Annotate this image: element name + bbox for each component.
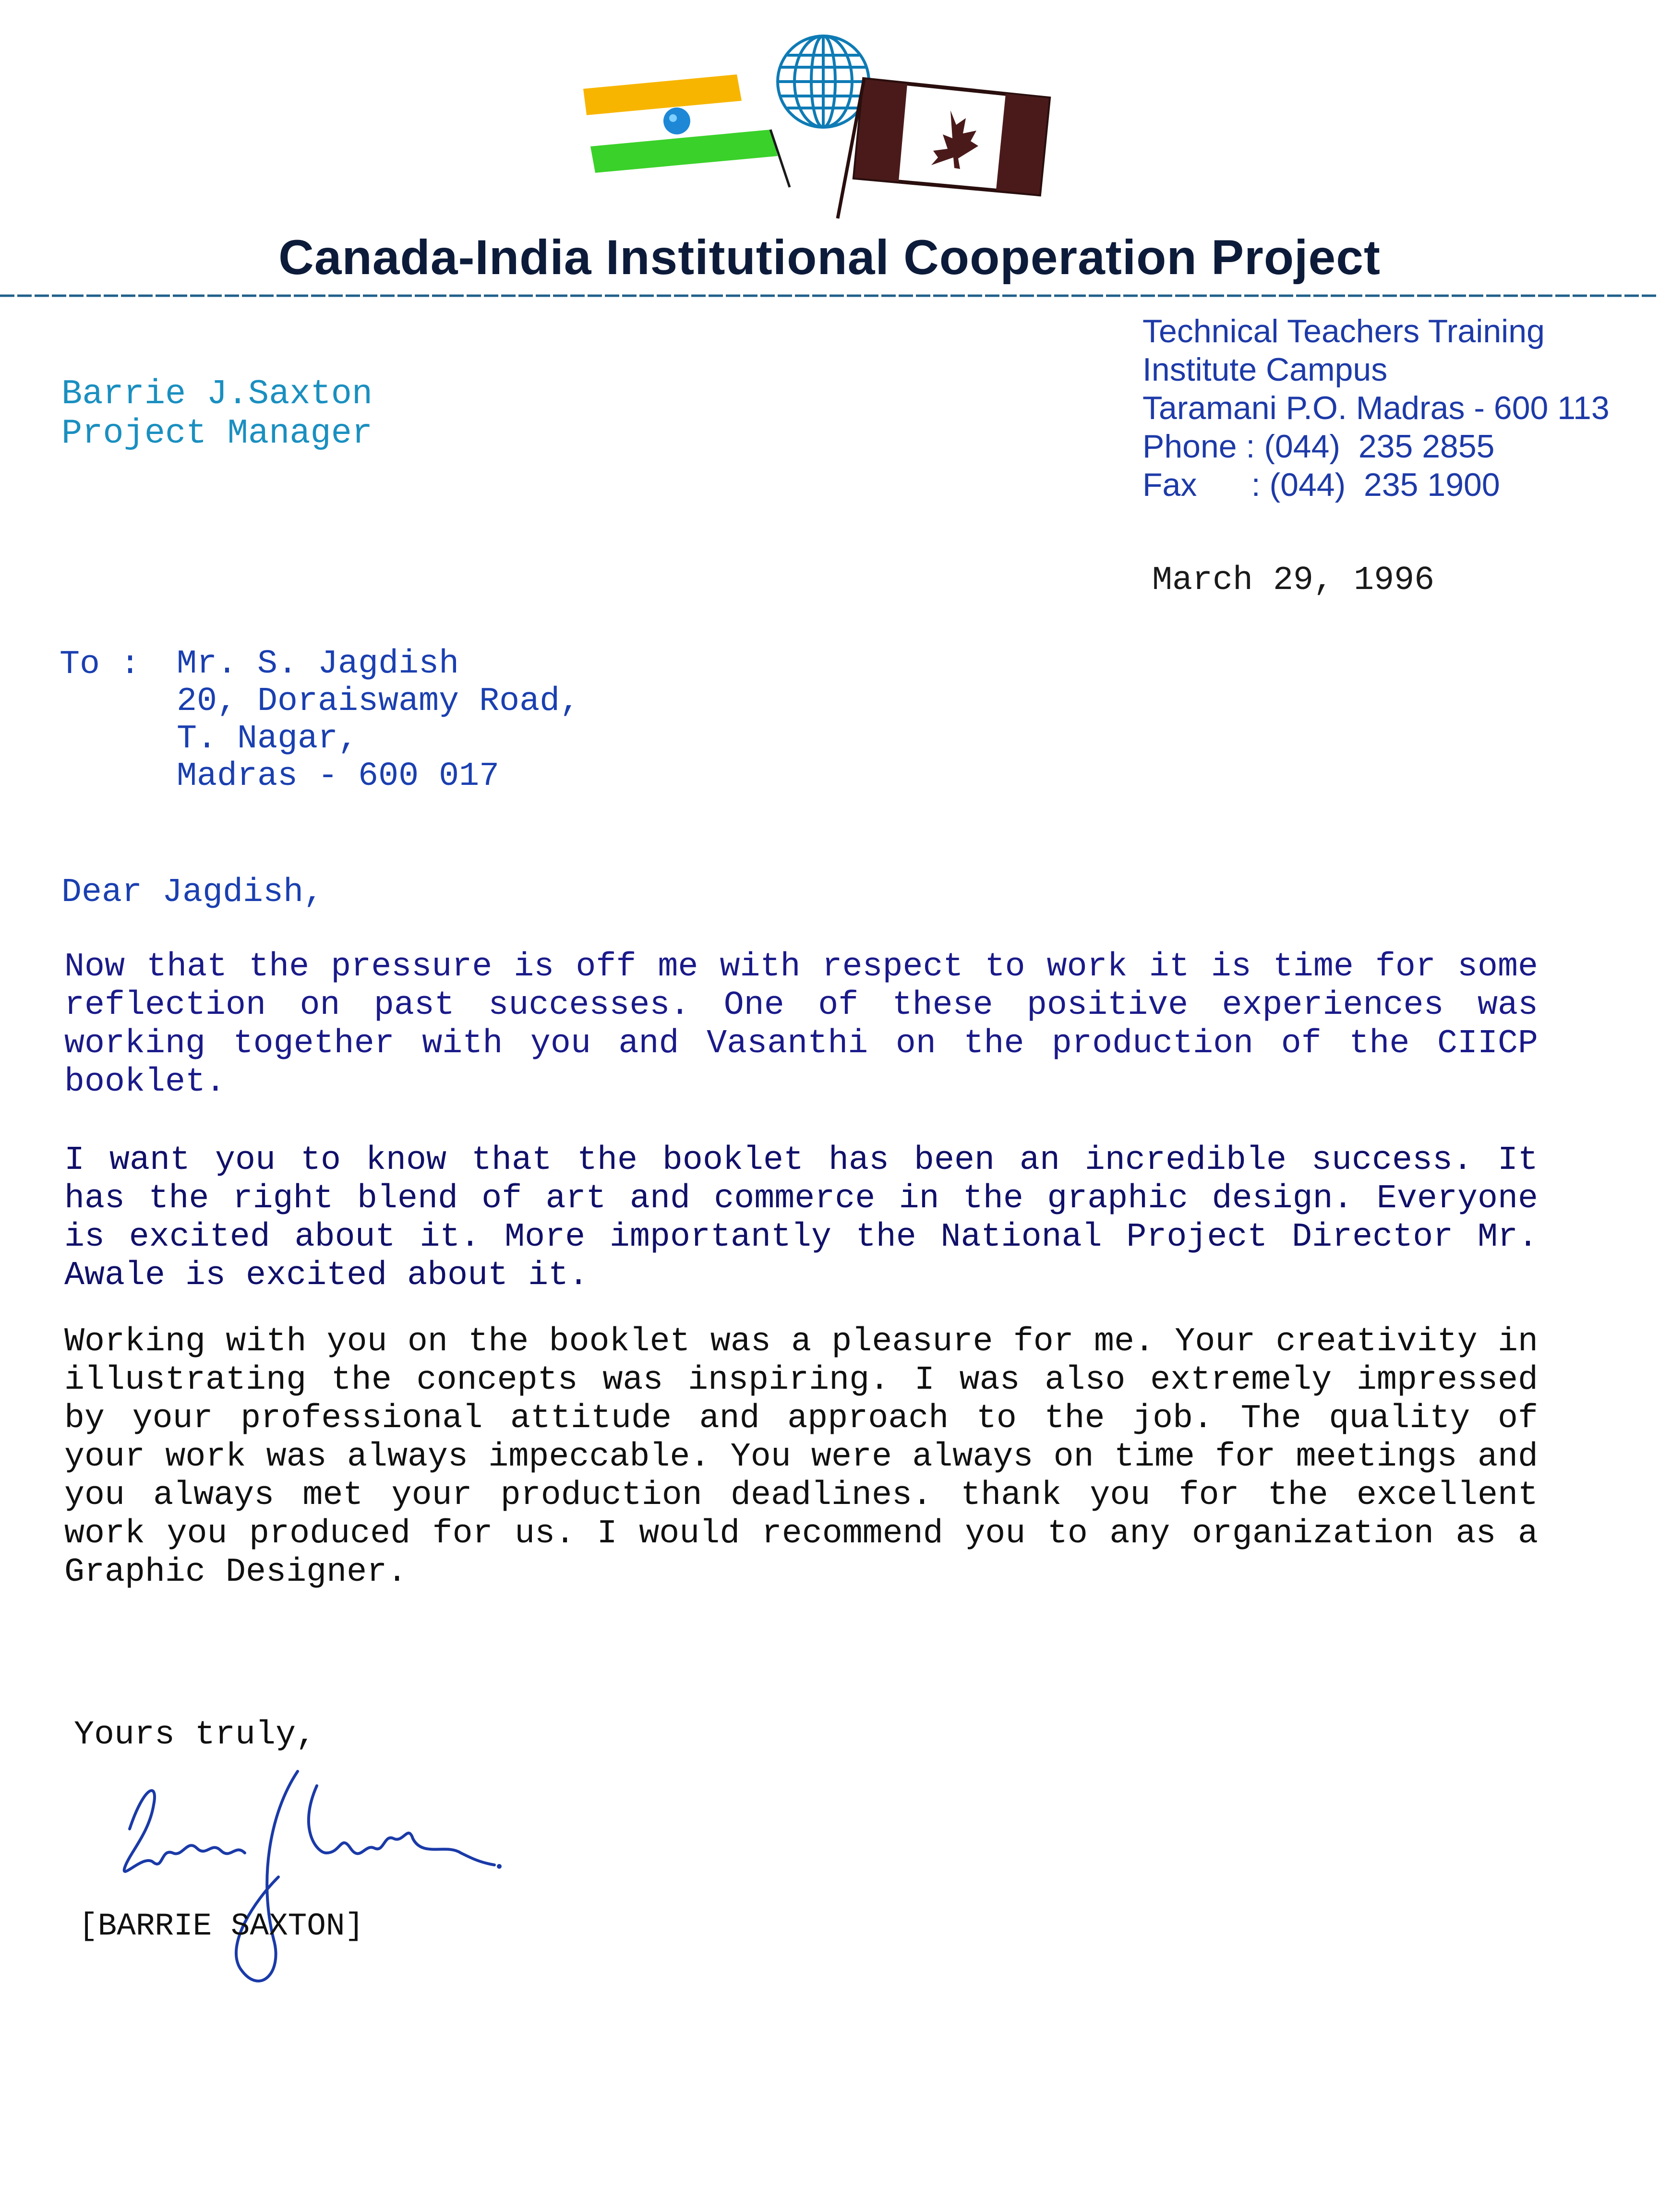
- canada-flag-icon: [838, 79, 1049, 218]
- recipient-label: To :: [60, 646, 141, 684]
- sender-name: Barrie J.Saxton: [61, 374, 373, 414]
- body-paragraph: Working with you on the booklet was a pleasure for me. Your creativity in illustrating the concepts was inspiring. I was also extremely impressed by your professional attitude and approach to the job. The quality of your work was always impeccable. You were always on time for meetings and you always met your production deadlines. thank you for the excellent work you produced for us. I would recommend you to any organization as a Graphic Designer.: [64, 1323, 1538, 1591]
- recipient-line-3: Madras - 600 017: [177, 757, 500, 795]
- phone-number: (044) 235 2855: [1264, 428, 1495, 465]
- phone-label: Phone: [1142, 428, 1237, 465]
- body-paragraph: Now that the pressure is off me with respect to work it is time for some reflection on past successes. One of these positive experiences was working together with you and Vasanthi on the production of the CIICP booklet.: [64, 948, 1538, 1101]
- address-line-3: Taramani P.O. Madras - 600 113: [1142, 390, 1610, 426]
- globe-icon: [778, 36, 869, 127]
- sender-title: Project Manager: [61, 414, 373, 453]
- valediction: Yours truly,: [74, 1716, 316, 1754]
- salutation: Dear Jagdish,: [61, 874, 324, 912]
- handwritten-signature: [115, 1757, 509, 2007]
- address-line-2: Institute Campus: [1142, 351, 1388, 388]
- recipient-address: [177, 646, 580, 795]
- organization-name: Canada-India Institutional Cooperation Project: [278, 230, 1381, 285]
- signed-name: [BARRIE SAXTON]: [79, 1908, 364, 1944]
- recipient-line-2: T. Nagar,: [177, 720, 359, 758]
- sender-block: [61, 374, 373, 453]
- india-flag-icon: [583, 74, 790, 187]
- letterhead-rule: [0, 294, 1659, 298]
- letter-date: March 29, 1996: [1152, 562, 1435, 600]
- fax-label: Fax: [1142, 467, 1197, 503]
- fax-row: Fax : (044) 235 1900: [1142, 467, 1500, 503]
- phone-row: Phone : (044) 235 2855: [1142, 428, 1495, 465]
- body-paragraph: I want you to know that the booklet has been an incredible success. It has the right blend of art and commerce in the graphic design. Everyone is excited about it. More importantly the National Project Director Mr. Awale is excited about it.: [64, 1142, 1538, 1295]
- fax-number: (044) 235 1900: [1269, 467, 1500, 503]
- office-address: [1142, 312, 1610, 504]
- recipient-name: Mr. S. Jagdish: [177, 645, 459, 683]
- recipient-line-1: 20, Doraiswamy Road,: [177, 683, 580, 721]
- address-line-1: Technical Teachers Training: [1142, 313, 1545, 349]
- org-logo: [576, 29, 1056, 221]
